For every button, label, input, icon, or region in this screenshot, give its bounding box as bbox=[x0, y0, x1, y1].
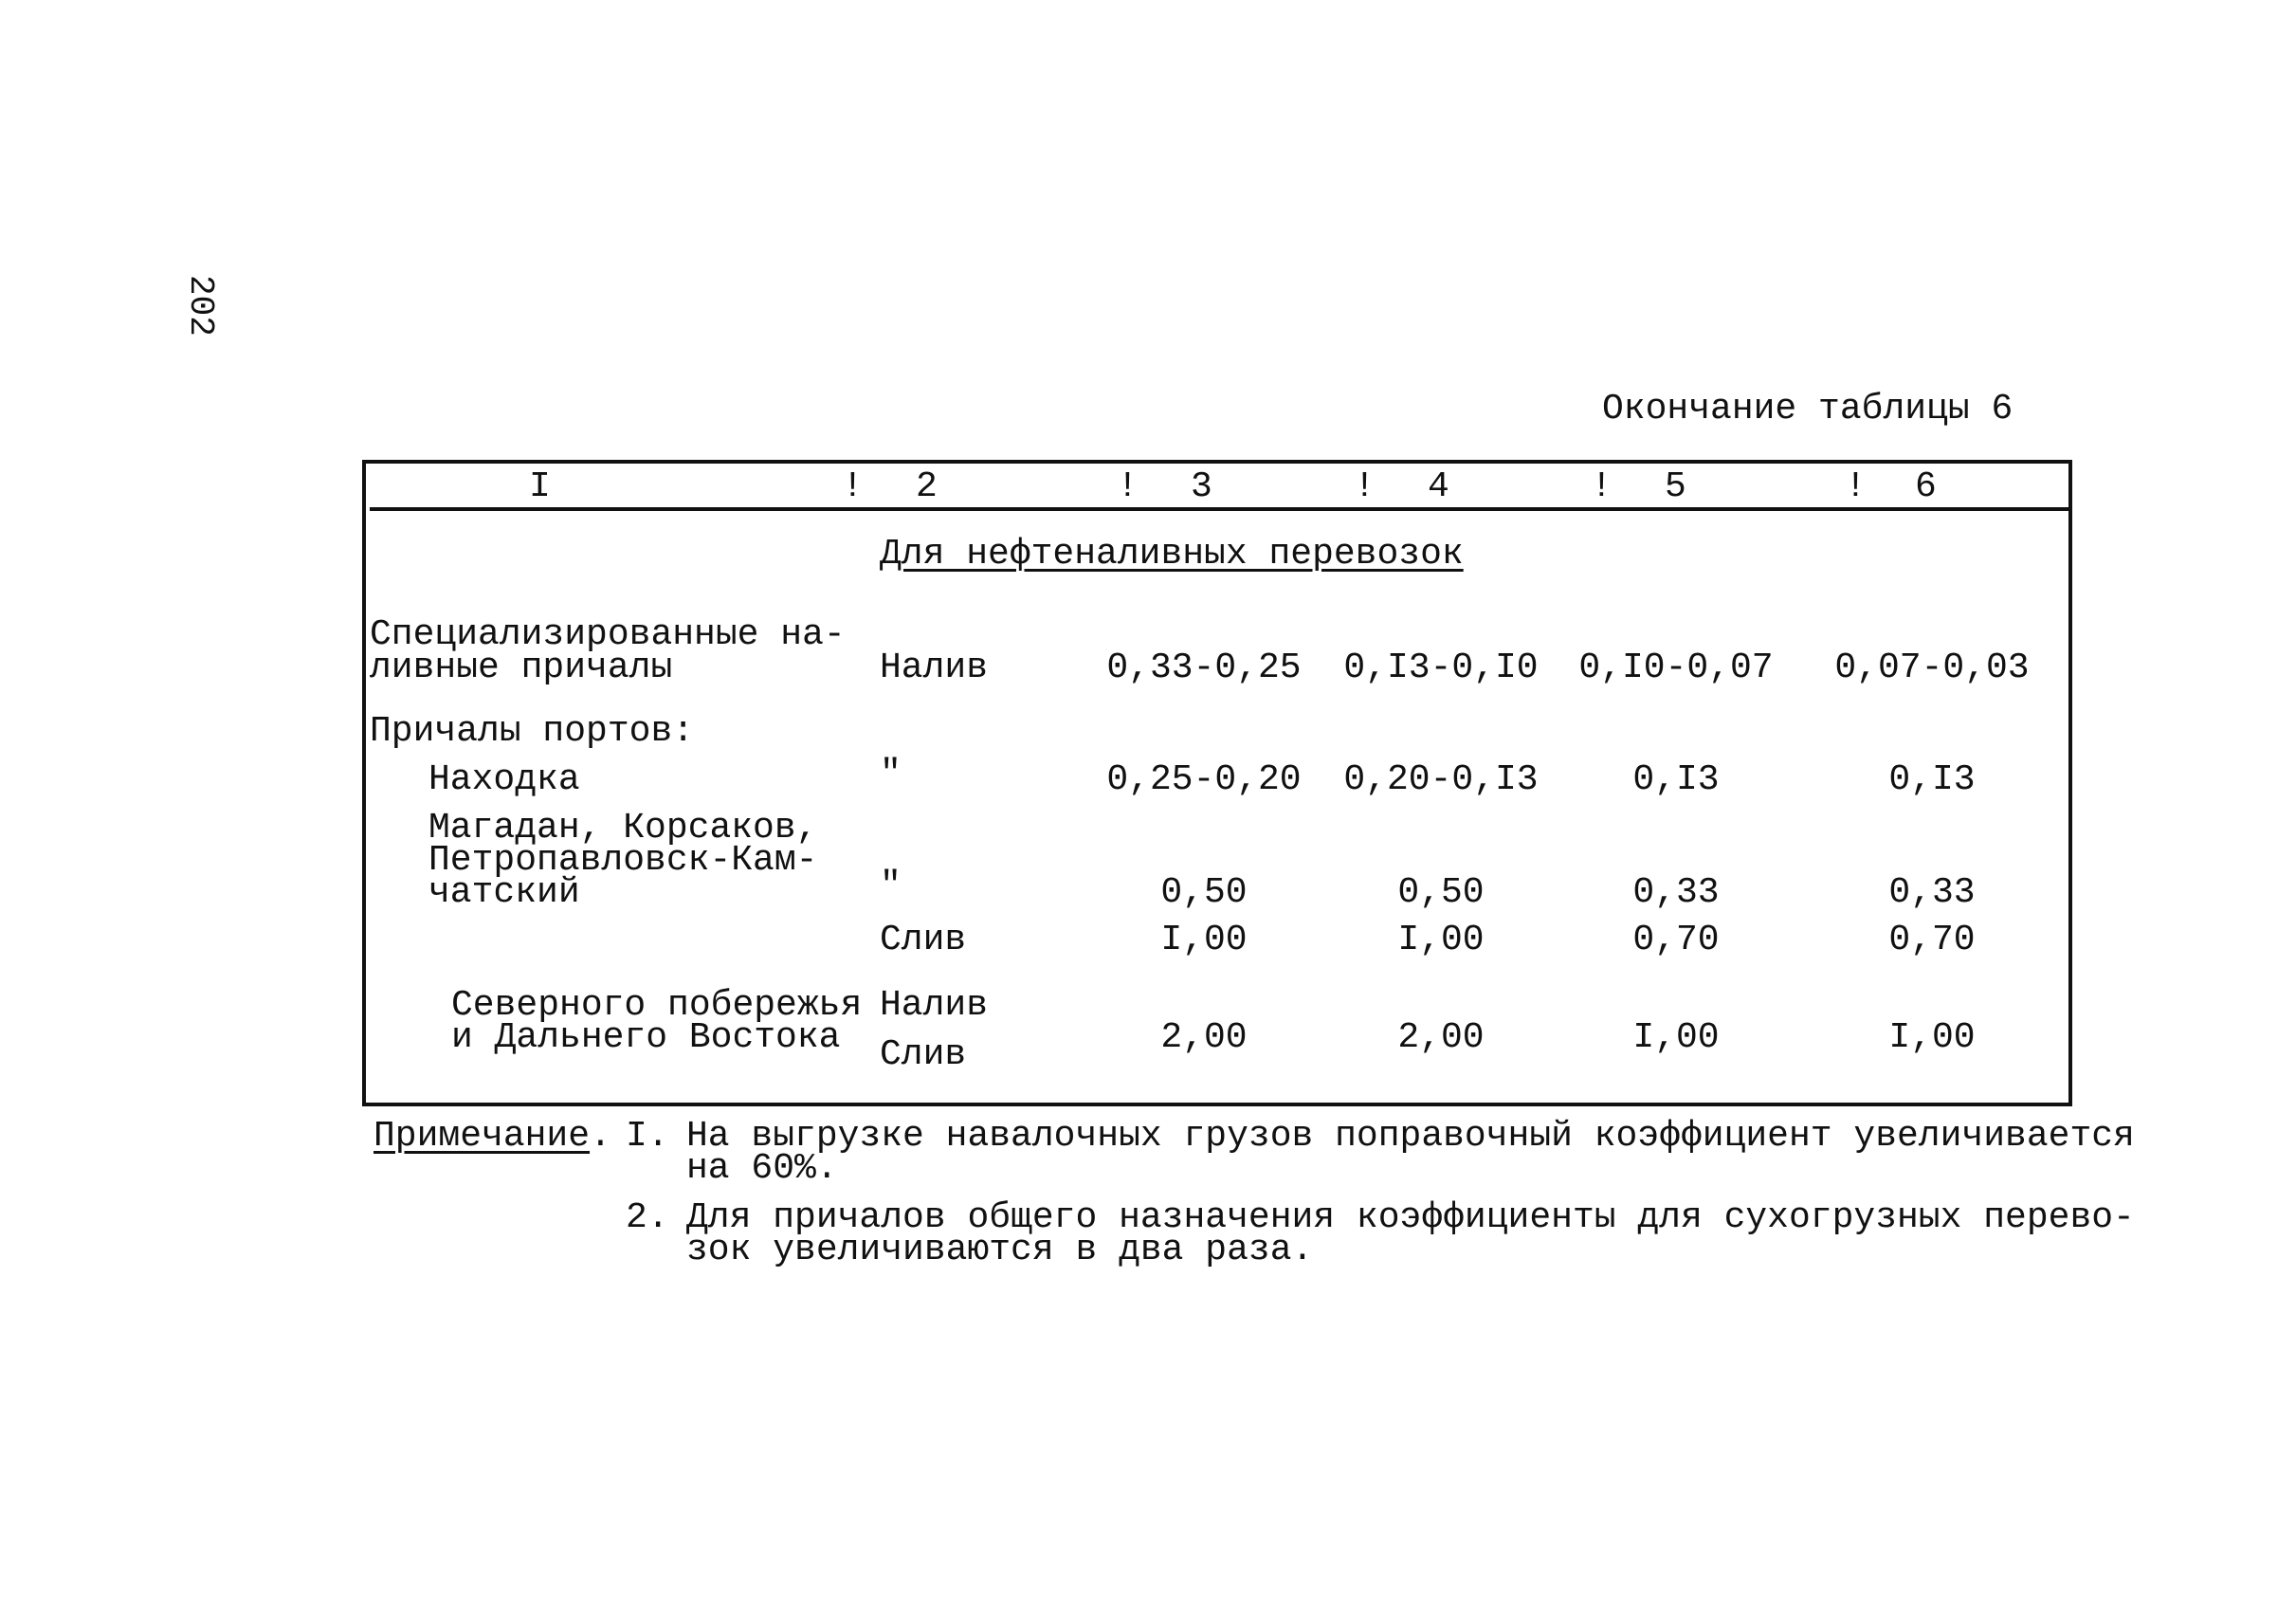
value-cell: 2,00 bbox=[1397, 1017, 1485, 1058]
note-number: I. bbox=[626, 1116, 669, 1157]
value-cell: 0,33-0,25 bbox=[1106, 648, 1302, 688]
operation-cell: Налив bbox=[880, 648, 989, 688]
note-text-line: на 60%. bbox=[686, 1148, 838, 1189]
note-text-line: зок увеличиваются в два раза. bbox=[686, 1230, 1314, 1270]
row-name: Находка bbox=[428, 759, 580, 800]
operation-cell: Слив bbox=[880, 1034, 967, 1075]
row-name-line: Северного побережья bbox=[451, 985, 863, 1026]
operation-cell: " bbox=[880, 754, 902, 794]
value-cell: I,00 bbox=[1160, 920, 1248, 960]
note-text-line: Для причалов общего назначения коэффициенты для сухогрузных перево- bbox=[686, 1197, 2135, 1238]
value-cell: 0,I3 bbox=[1888, 759, 1976, 800]
row-name-line: и Дальнего Востока bbox=[451, 1017, 841, 1058]
column-header-3: 3 bbox=[1191, 466, 1212, 507]
note-number: 2. bbox=[626, 1197, 669, 1238]
column-separator: ! bbox=[1354, 466, 1376, 507]
value-cell: 0,I3 bbox=[1632, 759, 1720, 800]
value-cell: 0,I3-0,I0 bbox=[1343, 648, 1539, 688]
section-title: Для нефтеналивных перевозок bbox=[880, 534, 1464, 575]
note-text-line: На выгрузке навалочных грузов поправочный коэффициент увеличивается bbox=[686, 1116, 2135, 1157]
value-cell: 0,50 bbox=[1397, 872, 1485, 913]
operation-cell: " bbox=[880, 866, 902, 906]
row-name-line: чатский bbox=[428, 872, 580, 913]
table-caption: Окончание таблицы 6 bbox=[1602, 389, 2014, 429]
column-separator: ! bbox=[1117, 466, 1139, 507]
value-cell: 0,25-0,20 bbox=[1106, 759, 1302, 800]
ports-heading: Причалы портов: bbox=[370, 711, 695, 752]
value-cell: I,00 bbox=[1888, 1017, 1976, 1058]
row-name-line: Специализированные на- bbox=[370, 614, 846, 655]
row-name-line: Петропавловск-Кам- bbox=[428, 840, 818, 881]
value-cell: 2,00 bbox=[1160, 1017, 1248, 1058]
row-name-line: Магадан, Корсаков, bbox=[428, 808, 818, 848]
value-cell: 0,70 bbox=[1632, 920, 1720, 960]
column-header-5: 5 bbox=[1665, 466, 1686, 507]
value-cell: 0,33 bbox=[1632, 872, 1720, 913]
notes-label-text: Примечание bbox=[374, 1116, 591, 1157]
value-cell: 0,I0-0,07 bbox=[1578, 648, 1774, 688]
value-cell: 0,50 bbox=[1160, 872, 1248, 913]
notes-label bbox=[374, 1116, 611, 1157]
operation-cell: Слив bbox=[880, 920, 967, 960]
value-cell: I,00 bbox=[1397, 920, 1485, 960]
column-header-6: 6 bbox=[1915, 466, 1937, 507]
row-name-line: ливные причалы bbox=[370, 648, 673, 688]
notes-label-suffix: . bbox=[590, 1116, 611, 1157]
value-cell: I,00 bbox=[1632, 1017, 1720, 1058]
value-cell: 0,70 bbox=[1888, 920, 1976, 960]
value-cell: 0,33 bbox=[1888, 872, 1976, 913]
page-number: 202 bbox=[181, 275, 220, 337]
value-cell: 0,07-0,03 bbox=[1834, 648, 2030, 688]
column-header-2: 2 bbox=[916, 466, 938, 507]
value-cell: 0,20-0,I3 bbox=[1343, 759, 1539, 800]
column-separator: ! bbox=[842, 466, 864, 507]
column-separator: ! bbox=[1591, 466, 1613, 507]
column-separator: ! bbox=[1845, 466, 1867, 507]
operation-cell: Налив bbox=[880, 985, 989, 1026]
column-header-4: 4 bbox=[1428, 466, 1449, 507]
header-rule bbox=[370, 507, 2068, 511]
column-header-1: I bbox=[529, 466, 551, 507]
